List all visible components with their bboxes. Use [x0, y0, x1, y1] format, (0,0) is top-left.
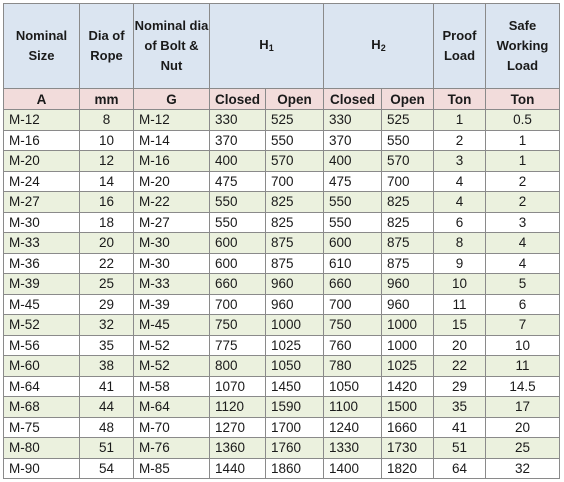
cell-safe-working-load: 7: [486, 315, 560, 336]
cell-h1-open: 1450: [266, 376, 324, 397]
table-row: [4, 335, 560, 356]
cell-h1-closed: 370: [210, 130, 266, 151]
cell-bolt-nut: M-30: [134, 233, 210, 254]
cell-h1-open: 875: [266, 253, 324, 274]
cell-dia-of-rope: 8: [80, 110, 134, 131]
header-nominal-size: Nominal Size: [4, 4, 80, 89]
cell-h2-open: 1025: [382, 356, 434, 377]
cell-dia-of-rope: 18: [80, 212, 134, 233]
cell-nominal-size: M-68: [4, 397, 80, 418]
cell-h2-open: 570: [382, 151, 434, 172]
cell-h2-open: 1730: [382, 438, 434, 459]
cell-nominal-size: M-12: [4, 110, 80, 131]
cell-h1-open: 1050: [266, 356, 324, 377]
cell-safe-working-load: 20: [486, 417, 560, 438]
cell-safe-working-load: 4: [486, 233, 560, 254]
cell-h2-closed: 750: [324, 315, 382, 336]
table-body: [4, 110, 560, 479]
cell-nominal-size: M-20: [4, 151, 80, 172]
cell-h1-open: 825: [266, 192, 324, 213]
cell-h2-open: 700: [382, 171, 434, 192]
header-nominal-dia-bolt-nut: Nominal dia of Bolt & Nut: [134, 4, 210, 89]
cell-nominal-size: M-45: [4, 294, 80, 315]
cell-proof-load: 15: [434, 315, 486, 336]
cell-proof-load: 11: [434, 294, 486, 315]
header-h2-base: H: [371, 36, 381, 52]
cell-h2-closed: 370: [324, 130, 382, 151]
table-row: [4, 151, 560, 172]
cell-bolt-nut: M-45: [134, 315, 210, 336]
cell-nominal-size: M-33: [4, 233, 80, 254]
cell-h2-open: 875: [382, 233, 434, 254]
cell-nominal-size: M-64: [4, 376, 80, 397]
cell-h1-open: 1025: [266, 335, 324, 356]
cell-bolt-nut: M-14: [134, 130, 210, 151]
cell-h2-open: 525: [382, 110, 434, 131]
cell-bolt-nut: M-85: [134, 458, 210, 479]
cell-h1-closed: 1120: [210, 397, 266, 418]
cell-h2-open: 825: [382, 212, 434, 233]
subheader-row: [4, 89, 560, 110]
cell-proof-load: 6: [434, 212, 486, 233]
cell-h1-open: 960: [266, 294, 324, 315]
cell-h2-open: 875: [382, 253, 434, 274]
cell-h2-closed: 550: [324, 192, 382, 213]
cell-h2-open: 1500: [382, 397, 434, 418]
cell-safe-working-load: 4: [486, 253, 560, 274]
cell-safe-working-load: 10: [486, 335, 560, 356]
header-dia-of-rope: Dia of Rope: [80, 4, 134, 89]
table-row: [4, 253, 560, 274]
cell-safe-working-load: 0.5: [486, 110, 560, 131]
cell-h1-closed: 550: [210, 192, 266, 213]
table-row: [4, 356, 560, 377]
cell-h2-closed: 1050: [324, 376, 382, 397]
cell-safe-working-load: 17: [486, 397, 560, 418]
sub-proof-ton: Ton: [434, 89, 486, 110]
cell-h2-closed: 1400: [324, 458, 382, 479]
cell-dia-of-rope: 51: [80, 438, 134, 459]
sub-h2-open: Open: [382, 89, 434, 110]
header-safe-working-load: Safe Working Load: [486, 4, 560, 89]
cell-h2-closed: 660: [324, 274, 382, 295]
cell-nominal-size: M-36: [4, 253, 80, 274]
table-row: [4, 397, 560, 418]
header-h2: [324, 4, 434, 89]
cell-h2-open: 960: [382, 274, 434, 295]
cell-nominal-size: M-60: [4, 356, 80, 377]
sub-a: A: [4, 89, 80, 110]
table-row: [4, 315, 560, 336]
cell-dia-of-rope: 16: [80, 192, 134, 213]
table-row: [4, 233, 560, 254]
header-h1: [210, 4, 324, 89]
cell-dia-of-rope: 12: [80, 151, 134, 172]
cell-nominal-size: M-27: [4, 192, 80, 213]
cell-dia-of-rope: 25: [80, 274, 134, 295]
sub-swl-ton: Ton: [486, 89, 560, 110]
table-row: [4, 171, 560, 192]
table-row: [4, 192, 560, 213]
cell-nominal-size: M-75: [4, 417, 80, 438]
cell-h2-closed: 400: [324, 151, 382, 172]
cell-safe-working-load: 3: [486, 212, 560, 233]
cell-h1-closed: 600: [210, 253, 266, 274]
cell-h2-closed: 330: [324, 110, 382, 131]
cell-h2-closed: 550: [324, 212, 382, 233]
cell-dia-of-rope: 41: [80, 376, 134, 397]
cell-nominal-size: M-16: [4, 130, 80, 151]
shackle-spec-table-container: [3, 3, 560, 479]
cell-bolt-nut: M-27: [134, 212, 210, 233]
cell-dia-of-rope: 44: [80, 397, 134, 418]
cell-proof-load: 10: [434, 274, 486, 295]
cell-h1-open: 1590: [266, 397, 324, 418]
table-row: [4, 130, 560, 151]
cell-h2-open: 960: [382, 294, 434, 315]
cell-dia-of-rope: 10: [80, 130, 134, 151]
cell-bolt-nut: M-30: [134, 253, 210, 274]
cell-h2-open: 1820: [382, 458, 434, 479]
cell-nominal-size: M-56: [4, 335, 80, 356]
cell-bolt-nut: M-16: [134, 151, 210, 172]
cell-bolt-nut: M-22: [134, 192, 210, 213]
cell-h1-open: 875: [266, 233, 324, 254]
cell-h1-open: 570: [266, 151, 324, 172]
cell-proof-load: 1: [434, 110, 486, 131]
cell-nominal-size: M-90: [4, 458, 80, 479]
cell-bolt-nut: M-52: [134, 356, 210, 377]
header-h2-sub: 2: [380, 42, 386, 53]
cell-h2-closed: 1330: [324, 438, 382, 459]
cell-proof-load: 4: [434, 192, 486, 213]
cell-bolt-nut: M-76: [134, 438, 210, 459]
cell-safe-working-load: 6: [486, 294, 560, 315]
cell-proof-load: 4: [434, 171, 486, 192]
cell-proof-load: 9: [434, 253, 486, 274]
cell-proof-load: 3: [434, 151, 486, 172]
cell-nominal-size: M-80: [4, 438, 80, 459]
table-row: [4, 110, 560, 131]
cell-h2-closed: 700: [324, 294, 382, 315]
cell-h2-closed: 780: [324, 356, 382, 377]
cell-nominal-size: M-24: [4, 171, 80, 192]
cell-safe-working-load: 1: [486, 151, 560, 172]
cell-h1-closed: 1440: [210, 458, 266, 479]
table-row: [4, 458, 560, 479]
cell-h2-open: 550: [382, 130, 434, 151]
shackle-spec-table: [3, 3, 560, 479]
cell-h1-open: 960: [266, 274, 324, 295]
cell-dia-of-rope: 14: [80, 171, 134, 192]
cell-h2-closed: 610: [324, 253, 382, 274]
cell-bolt-nut: M-33: [134, 274, 210, 295]
cell-nominal-size: M-52: [4, 315, 80, 336]
cell-h2-open: 825: [382, 192, 434, 213]
cell-h1-closed: 800: [210, 356, 266, 377]
cell-h1-open: 1760: [266, 438, 324, 459]
cell-dia-of-rope: 54: [80, 458, 134, 479]
cell-bolt-nut: M-64: [134, 397, 210, 418]
cell-h1-closed: 550: [210, 212, 266, 233]
cell-h1-closed: 330: [210, 110, 266, 131]
table-row: [4, 274, 560, 295]
table-row: [4, 294, 560, 315]
cell-h2-closed: 600: [324, 233, 382, 254]
cell-bolt-nut: M-20: [134, 171, 210, 192]
cell-safe-working-load: 32: [486, 458, 560, 479]
cell-bolt-nut: M-52: [134, 335, 210, 356]
sub-h1-closed: Closed: [210, 89, 266, 110]
cell-proof-load: 64: [434, 458, 486, 479]
header-proof-load: Proof Load: [434, 4, 486, 89]
cell-safe-working-load: 11: [486, 356, 560, 377]
cell-safe-working-load: 14.5: [486, 376, 560, 397]
header-h1-sub: 1: [268, 42, 274, 53]
cell-h1-open: 700: [266, 171, 324, 192]
cell-h2-closed: 1240: [324, 417, 382, 438]
cell-proof-load: 29: [434, 376, 486, 397]
cell-h1-closed: 750: [210, 315, 266, 336]
cell-bolt-nut: M-12: [134, 110, 210, 131]
cell-proof-load: 20: [434, 335, 486, 356]
cell-nominal-size: M-30: [4, 212, 80, 233]
table-row: [4, 376, 560, 397]
cell-h1-closed: 475: [210, 171, 266, 192]
cell-h1-closed: 660: [210, 274, 266, 295]
cell-nominal-size: M-39: [4, 274, 80, 295]
cell-h1-open: 825: [266, 212, 324, 233]
cell-proof-load: 35: [434, 397, 486, 418]
cell-h1-closed: 1360: [210, 438, 266, 459]
cell-bolt-nut: M-39: [134, 294, 210, 315]
cell-h2-closed: 1100: [324, 397, 382, 418]
cell-dia-of-rope: 32: [80, 315, 134, 336]
cell-h1-open: 1700: [266, 417, 324, 438]
cell-h1-open: 525: [266, 110, 324, 131]
cell-dia-of-rope: 48: [80, 417, 134, 438]
cell-safe-working-load: 5: [486, 274, 560, 295]
cell-h1-open: 1000: [266, 315, 324, 336]
cell-h2-open: 1420: [382, 376, 434, 397]
cell-h2-open: 1000: [382, 335, 434, 356]
cell-proof-load: 51: [434, 438, 486, 459]
cell-safe-working-load: 2: [486, 171, 560, 192]
cell-h1-closed: 1070: [210, 376, 266, 397]
cell-dia-of-rope: 38: [80, 356, 134, 377]
cell-safe-working-load: 2: [486, 192, 560, 213]
cell-dia-of-rope: 35: [80, 335, 134, 356]
sub-h1-open: Open: [266, 89, 324, 110]
cell-h1-closed: 700: [210, 294, 266, 315]
table-row: [4, 438, 560, 459]
cell-h1-closed: 600: [210, 233, 266, 254]
cell-dia-of-rope: 20: [80, 233, 134, 254]
cell-h1-open: 550: [266, 130, 324, 151]
cell-h1-closed: 1270: [210, 417, 266, 438]
cell-proof-load: 41: [434, 417, 486, 438]
cell-h1-open: 1860: [266, 458, 324, 479]
sub-g: G: [134, 89, 210, 110]
cell-safe-working-load: 25: [486, 438, 560, 459]
cell-proof-load: 2: [434, 130, 486, 151]
cell-proof-load: 22: [434, 356, 486, 377]
cell-h2-closed: 760: [324, 335, 382, 356]
cell-h1-closed: 400: [210, 151, 266, 172]
header-row: [4, 4, 560, 89]
cell-dia-of-rope: 22: [80, 253, 134, 274]
cell-h1-closed: 775: [210, 335, 266, 356]
sub-mm: mm: [80, 89, 134, 110]
cell-proof-load: 8: [434, 233, 486, 254]
cell-h2-open: 1000: [382, 315, 434, 336]
table-row: [4, 212, 560, 233]
cell-h2-open: 1660: [382, 417, 434, 438]
cell-dia-of-rope: 29: [80, 294, 134, 315]
cell-h2-closed: 475: [324, 171, 382, 192]
sub-h2-closed: Closed: [324, 89, 382, 110]
table-row: [4, 417, 560, 438]
header-h1-base: H: [259, 36, 269, 52]
cell-bolt-nut: M-58: [134, 376, 210, 397]
cell-bolt-nut: M-70: [134, 417, 210, 438]
cell-safe-working-load: 1: [486, 130, 560, 151]
